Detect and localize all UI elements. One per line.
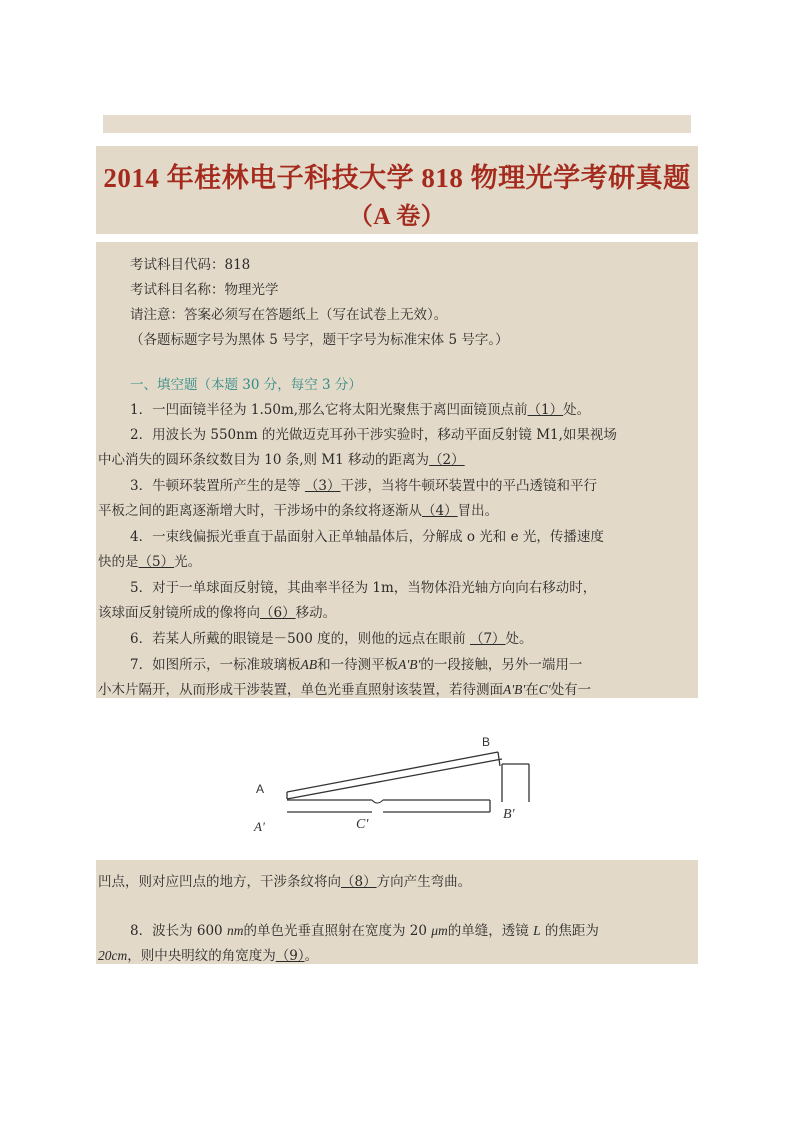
q5-blank: （5） (138, 554, 175, 570)
q6-suffix: 处。 (505, 631, 533, 647)
q3-text-3: 平板之间的距离逐渐增大时，干涉场中的条纹将逐渐从 (98, 503, 422, 519)
q8-text-5: ，则中央明纹的角宽度为 (127, 948, 276, 964)
question-4-line2 (98, 550, 201, 570)
q7-apbp-2: A'B' (503, 682, 526, 697)
q8-text-4: 的焦距为 (544, 923, 599, 939)
q2-text: 中心消失的圆环条纹数目为 10 条,则 M1 移动的距离为 (98, 452, 430, 468)
label-b-prime: B' (503, 807, 515, 822)
q8-text-2: 的单色光垂直照射在宽度为 20 (243, 923, 427, 939)
q7-text-6: 处有一 (550, 682, 592, 698)
glass-plate-top-edge (287, 752, 498, 792)
q8-lens-l: L (533, 923, 541, 938)
q3-suffix: 冒出。 (457, 503, 499, 519)
q7-text-5: 在 (525, 682, 539, 698)
q7-text: 7．如图所示，一标准玻璃板 (130, 657, 301, 673)
q7-text-2: 和一待测平板 (317, 657, 399, 673)
q6-blank: （6） (260, 605, 296, 621)
glass-plate-bottom-edge (287, 759, 502, 799)
question-1 (130, 398, 590, 418)
q7-text-4: 小木片隔开，从而形成干涉装置，单色光垂直照射该装置，若待测面 (98, 682, 503, 698)
q7-apbp: A'B' (398, 657, 421, 672)
section-heading: 一、填空题（本题 30 分，每空 3 分） (130, 377, 362, 393)
question-7-line3 (98, 870, 471, 890)
label-a: A (256, 782, 265, 796)
answer-note: 请注意：答案必须写在答题纸上（写在试卷上无效）。 (130, 307, 448, 323)
q7-text-7: 凹点，则对应凹点的地方，干涉条纹将向 (98, 874, 341, 890)
question-3-line2 (98, 499, 498, 519)
q8-text-3: 的单缝，透镜 (447, 923, 529, 939)
top-decorative-bar (103, 115, 691, 133)
q4-blank: （4） (422, 503, 458, 519)
question-3-line1 (130, 474, 597, 494)
q4-suffix: 光。 (174, 554, 202, 570)
q3-blank: （3） (304, 478, 341, 494)
q8-blank: （8） (341, 874, 377, 890)
q9-blank: （9） (275, 948, 305, 964)
question-5-line1: 5．对于一单球面反射镜，其曲率半径为 1m，当物体沿光轴方向向右移动时， (130, 580, 597, 596)
exam-body (96, 242, 698, 698)
q7-text-3: 的一段接触，另外一端用一 (420, 657, 583, 673)
q6-text: 6．若某人所戴的眼镜是－500 度的，则他的远点在眼前 (130, 631, 466, 647)
question-2-line2 (98, 448, 465, 468)
q1-blank: （1） (527, 402, 564, 418)
q1-suffix: 处。 (563, 402, 591, 418)
label-b: B (482, 735, 491, 749)
question-7-line2 (98, 678, 591, 698)
exam-body-continued (96, 860, 698, 964)
q5-suffix: 移动。 (295, 605, 337, 621)
subject-name: 考试科目名称：物理光学 (130, 282, 279, 298)
q8-text: 8．波长为 600 (130, 923, 223, 939)
question-8-line2 (98, 944, 318, 964)
q4-text: 快的是 (98, 554, 139, 570)
question-4-line1: 4．一束线偏振光垂直于晶面射入正单轴晶体后，分解成 o 光和 e 光，传播速度 (130, 529, 604, 545)
question-8-line1 (130, 919, 599, 939)
font-note: （各题标题字号为黑体 5 号字，题干字号为标准宋体 5 号字。） (130, 332, 509, 348)
q7-cp: C' (538, 682, 551, 697)
question-5-line2 (98, 601, 336, 621)
page-title: 2014 年桂林电子科技大学 818 物理光学考研真题 (103, 163, 691, 193)
q1-text: 1．一凹面镜半径为 1.50m,那么它将太阳光聚焦于离凹面镜顶点前 (130, 402, 528, 418)
q7-ab: AB (300, 657, 318, 672)
q8-unit-um: μm (431, 923, 448, 938)
label-a-prime: A' (254, 819, 265, 834)
q7-blank: （7） (469, 631, 506, 647)
subject-code: 考试科目代码：818 (130, 257, 251, 273)
page-subtitle: （A 卷） (348, 204, 446, 230)
q8-suffix: 。 (304, 948, 319, 964)
question-6 (130, 627, 533, 647)
interference-diagram (250, 730, 550, 840)
q2-blank: （2） (429, 452, 465, 468)
title-block (96, 146, 698, 234)
question-2-line1: 2．用波长为 550nm 的光做迈克耳孙干涉实验时，移动平面反射镜 M1,如果视场 (130, 427, 617, 443)
label-c-prime: C' (356, 817, 369, 832)
q5-text: 该球面反射镜所成的像将向 (98, 605, 260, 621)
q3-text: 3．牛顿环装置所产生的是等 (130, 478, 301, 494)
q8-focal-length: 20cm (98, 948, 128, 963)
surface-dent (372, 800, 383, 803)
q7-suffix: 方向产生弯曲。 (376, 874, 472, 890)
question-7-line1 (130, 653, 582, 673)
q3-text-2: 干涉，当将牛顿环装置中的平凸透镜和平行 (340, 478, 597, 494)
q8-unit-nm: nm (226, 923, 244, 938)
